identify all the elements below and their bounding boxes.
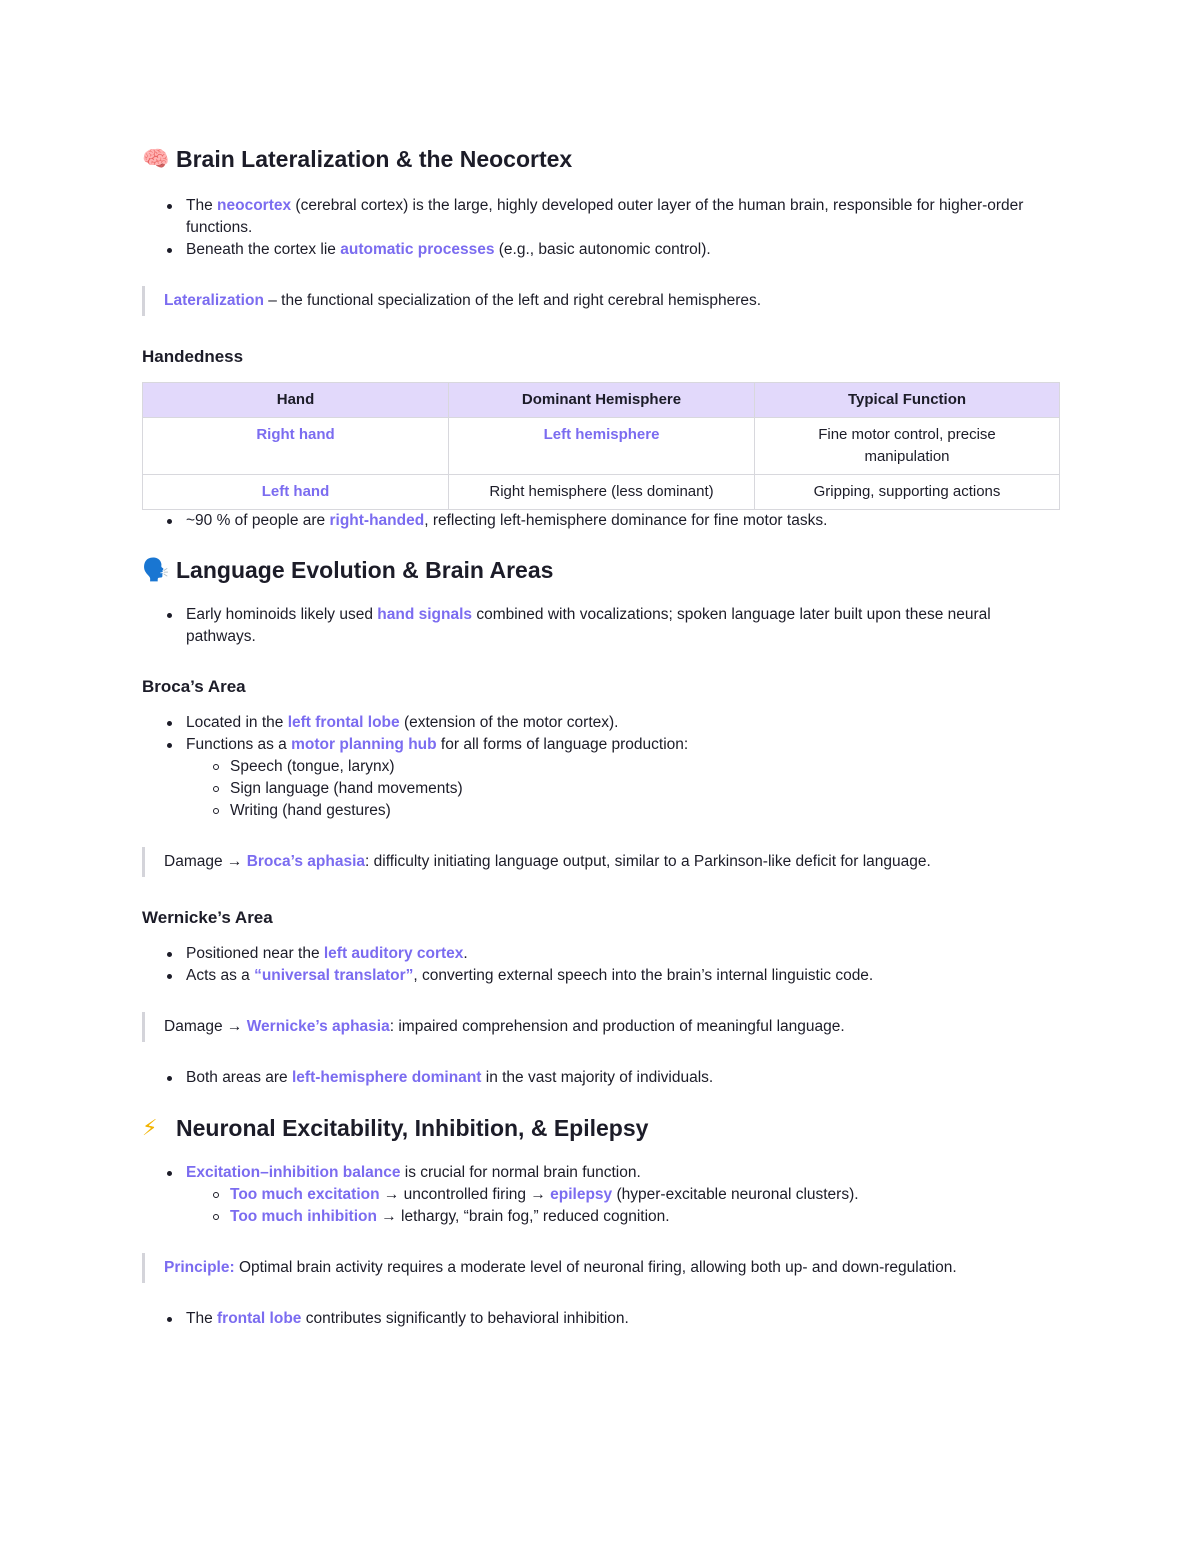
table-header-row	[143, 383, 1060, 418]
list-item: Sign language (hand movements)	[142, 778, 1060, 800]
bullet-list	[142, 604, 1002, 648]
table-cell: Left hemisphere	[449, 418, 755, 475]
highlight-term: Too much excitation	[230, 1186, 380, 1203]
section-title: Neuronal Excitability, Inhibition, & Epilepsy	[176, 1114, 649, 1141]
list-item: Functions as a motor planning hub for all forms of language production:	[142, 734, 1060, 756]
list-item: Located in the left frontal lobe (extension of the motor cortex).	[142, 712, 1060, 734]
list-item: Too much inhibition → lethargy, “brain fog,” reduced cognition.	[142, 1206, 1060, 1228]
table-row	[143, 475, 1060, 510]
section-heading-language	[142, 551, 1060, 589]
table-row	[143, 418, 1060, 475]
blockquote: Damage → Broca’s aphasia: difficulty initiating language output, similar to a Parkinson-like deficit for language.	[142, 851, 1060, 873]
table-header: Hand	[143, 383, 449, 418]
highlight-term: neocortex	[217, 197, 292, 214]
list-item: Excitation–inhibition balance is crucial for normal brain function.	[142, 1162, 1060, 1184]
lightning-icon: ⚡	[142, 1115, 158, 1140]
bullet-list	[142, 943, 1060, 987]
table-cell: Right hemisphere (less dominant)	[449, 475, 755, 510]
highlight-term: Lateralization	[164, 292, 264, 309]
highlight-term: Wernicke’s aphasia	[246, 1018, 390, 1035]
section-heading-excitability	[142, 1109, 1060, 1147]
highlight-term: Broca’s aphasia	[246, 853, 366, 870]
bullet-list	[142, 1162, 1060, 1184]
list-item: Too much excitation → uncontrolled firing → epilepsy (hyper-excitable neuronal clusters).	[142, 1184, 1060, 1206]
highlight-term: Principle:	[164, 1259, 235, 1276]
blockquote: Damage → Wernicke’s aphasia: impaired comprehension and production of meaningful language.	[142, 1016, 1060, 1038]
highlight-term: epilepsy	[550, 1186, 613, 1203]
list-item: Speech (tongue, larynx)	[142, 756, 1060, 778]
sub-bullet-list	[142, 756, 1060, 822]
table-header: Dominant Hemisphere	[449, 383, 755, 418]
blockquote: Principle: Optimal brain activity requires a moderate level of neuronal firing, allowing both up- and down-regulation.	[142, 1257, 1060, 1279]
speaking-head-icon: 🗣️	[142, 557, 170, 582]
bullet-list	[142, 1308, 1060, 1330]
highlight-term: frontal lobe	[217, 1310, 302, 1327]
highlight-term: right-handed	[329, 512, 425, 529]
bullet-list	[142, 1067, 1060, 1089]
subheading-broca: Broca’s Area	[142, 677, 246, 696]
list-item: Writing (hand gestures)	[142, 800, 1060, 822]
sub-bullet-list	[142, 1184, 1060, 1228]
blockquote: Lateralization – the functional specialization of the left and right cerebral hemispheres.	[142, 290, 1060, 312]
highlight-term: automatic processes	[340, 241, 495, 258]
highlight-term: motor planning hub	[291, 736, 437, 753]
list-item: ~90 % of people are right-handed, reflecting left-hemisphere dominance for fine motor tasks.	[142, 510, 1060, 532]
bullet-list	[142, 510, 1060, 532]
section-title: Brain Lateralization & the Neocortex	[176, 145, 573, 172]
list-item: Beneath the cortex lie automatic processes (e.g., basic autonomic control).	[142, 239, 1060, 261]
highlight-term: Excitation–inhibition balance	[186, 1164, 401, 1181]
document-content	[142, 140, 1060, 1330]
subheading-wernicke: Wernicke’s Area	[142, 908, 273, 927]
section-title: Language Evolution & Brain Areas	[176, 556, 554, 583]
highlight-term: left auditory cortex	[323, 945, 464, 962]
list-item: Acts as a “universal translator”, converting external speech into the brain’s internal linguistic code.	[142, 965, 1060, 987]
bullet-list	[142, 195, 1060, 261]
brain-icon: 🧠	[142, 146, 170, 171]
highlight-term: left-hemisphere dominant	[291, 1069, 482, 1086]
bullet-list	[142, 712, 1060, 756]
table-header: Typical Function	[755, 383, 1060, 418]
section-heading-lateralization	[142, 140, 1060, 178]
table-cell: Right hand	[143, 418, 449, 475]
list-item: The neocortex (cerebral cortex) is the large, highly developed outer layer of the human brain, responsible for higher-order functions.	[142, 195, 1060, 239]
table-cell: Fine motor control, precise manipulation	[755, 418, 1060, 475]
handedness-table	[142, 382, 1060, 510]
table-cell: Left hand	[143, 475, 449, 510]
list-item: Early hominoids likely used hand signals combined with vocalizations; spoken language later built upon these neural pathways.	[142, 604, 1002, 648]
table-cell: Gripping, supporting actions	[755, 475, 1060, 510]
highlight-term: “universal translator”	[254, 967, 414, 984]
highlight-term: hand signals	[377, 606, 473, 623]
list-item: The frontal lobe contributes significantly to behavioral inhibition.	[142, 1308, 1060, 1330]
list-item: Both areas are left-hemisphere dominant in the vast majority of individuals.	[142, 1067, 1060, 1089]
list-item: Positioned near the left auditory cortex.	[142, 943, 1060, 965]
subheading-handedness: Handedness	[142, 347, 244, 366]
highlight-term: Too much inhibition	[230, 1208, 377, 1225]
highlight-term: left frontal lobe	[287, 714, 400, 731]
